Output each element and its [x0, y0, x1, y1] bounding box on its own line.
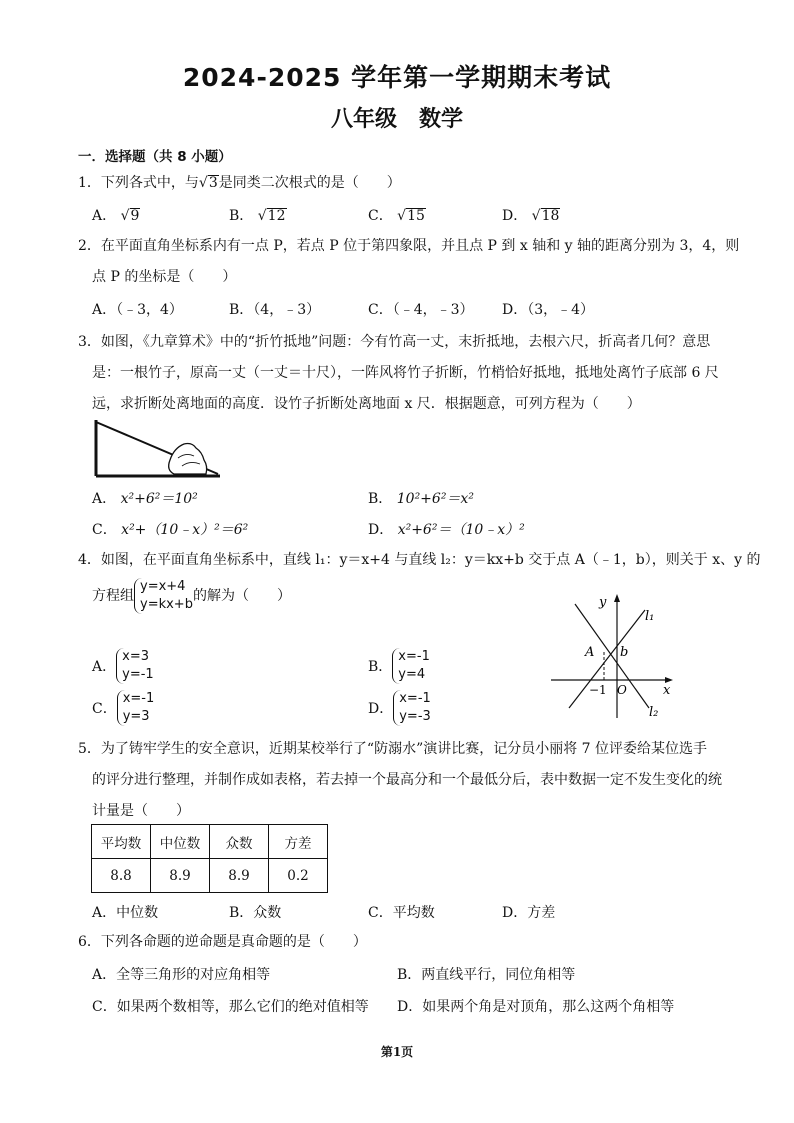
exam-subtitle: 八年级 数学: [330, 107, 463, 132]
question-4-line2: 方程组 y=x+4 y=kx+b 的解为（ ）: [92, 579, 291, 612]
exam-title: 2024-2025 学年第一学期期末考试: [182, 63, 612, 92]
q3-option-d: D． x²+6²＝（10﹣x）²: [368, 522, 525, 538]
q6-option-d: D．如果两个角是对顶角，那么这两个角相等: [397, 999, 675, 1015]
table-header-cell: 平均数: [92, 825, 151, 859]
coordinate-graph: [545, 590, 685, 720]
q5-option-b: B．众数: [229, 905, 282, 921]
q6-option-a: A．全等三角形的对应角相等: [92, 967, 271, 983]
q1-option-c: C． √15: [368, 208, 425, 224]
table-cell: 8.9: [151, 859, 210, 893]
q4-option-b: B． x=-1 y=4: [368, 649, 430, 682]
q1-stem-post: 是同类二次根式的是（ ）: [218, 175, 401, 191]
stats-table: [91, 824, 328, 893]
q6-option-c: C．如果两个数相等，那么它们的绝对值相等: [92, 999, 369, 1015]
table-row: [92, 859, 328, 893]
table-header-cell: 方差: [269, 825, 328, 859]
question-3-line1: 3．如图，《九章算术》中的“折竹抵地”问题：今有竹高一丈，末折抵地，去根六尺，折高者几何？意思: [78, 334, 711, 350]
bamboo-figure: [92, 418, 222, 480]
question-2-line2: 点 P 的坐标是（ ）: [92, 269, 237, 285]
q5-option-a: A．中位数: [92, 905, 159, 921]
q2-option-a: A．（﹣3，4）: [92, 302, 183, 318]
q1-option-b: B． √12: [229, 208, 286, 224]
q5-option-d: D．方差: [502, 905, 556, 921]
graph-label-l2: l₂: [649, 705, 659, 720]
question-5-line2: 的评分进行整理，并制作成如表格，若去掉一个最高分和一个最低分后，表中数据一定不发生变化的统: [92, 772, 722, 788]
section-heading: 一．选择题（共 8 小题）: [78, 149, 232, 165]
table-cell: 0.2: [269, 859, 328, 893]
table-header-cell: 中位数: [151, 825, 210, 859]
question-6-stem: 6．下列各命题的逆命题是真命题的是（ ）: [78, 934, 367, 950]
graph-label-a: A: [585, 645, 595, 660]
table-header-row: [92, 825, 328, 859]
graph-label-y: y: [599, 595, 607, 610]
table-cell: 8.8: [92, 859, 151, 893]
table-cell: 8.9: [210, 859, 269, 893]
q6-option-b: B．两直线平行，同位角相等: [397, 967, 576, 983]
q1-option-a: A． √9: [92, 208, 140, 224]
question-1-stem: 1．下列各式中，与√3是同类二次根式的是（ ）: [78, 175, 401, 191]
question-4-line1: 4．如图，在平面直角坐标系中，直线 l₁：y＝x+4 与直线 l₂：y＝kx+b 交于点 A（﹣1，b），则关于 x、y 的: [78, 552, 761, 568]
graph-label-b: b: [620, 645, 629, 660]
page-number: 第1页: [380, 1045, 414, 1059]
q3-option-b: B． 10²+6²＝x²: [368, 491, 474, 507]
q1-stem-radicand: 3: [208, 175, 218, 191]
question-3-line2: 是：一根竹子，原高一丈（一丈＝十尺），一阵风将竹子折断，竹梢恰好抵地，抵地处离竹子底部 6 尺: [92, 365, 719, 381]
q2-option-b: B．（4，﹣3）: [229, 302, 321, 318]
q4-option-a: A． x=3 y=-1: [92, 649, 154, 682]
question-2-line1: 2．在平面直角坐标系内有一点 P，若点 P 位于第四象限，并且点 P 到 x 轴和 y 轴的距离分别为 3，4，则: [78, 238, 740, 254]
q1-option-d: D． √18: [502, 208, 560, 224]
graph-label-l1: l₁: [645, 609, 655, 624]
q3-option-c: C． x²+（10﹣x）²＝6²: [92, 522, 249, 538]
graph-label-neg1: −1: [589, 683, 607, 697]
graph-label-x: x: [663, 683, 671, 698]
q4-option-c: C． x=-1 y=3: [92, 691, 155, 724]
graph-label-origin: O: [617, 683, 627, 697]
question-5-line3: 计量是（ ）: [92, 803, 190, 819]
q4-option-d: D． x=-1 y=-3: [368, 691, 431, 724]
q1-stem-pre: 1．下列各式中，与: [78, 175, 199, 191]
q4-equation-system: y=x+4 y=kx+b: [134, 578, 193, 614]
q3-option-a: A． x²+6²＝10²: [92, 491, 198, 507]
q2-option-d: D．（3，﹣4）: [502, 302, 595, 318]
question-5-line1: 5．为了铸牢学生的安全意识，近期某校举行了“防溺水”演讲比赛，记分员小丽将 7 位评委给某位选手: [78, 741, 708, 757]
line-l1: [569, 610, 645, 708]
q2-option-c: C．（﹣4，﹣3）: [368, 302, 474, 318]
question-3-line3: 远，求折断处离地面的高度．设竹子折断处离地面 x 尺．根据题意，可列方程为（ ）: [92, 396, 641, 412]
q5-option-c: C．平均数: [368, 905, 435, 921]
table-header-cell: 众数: [210, 825, 269, 859]
